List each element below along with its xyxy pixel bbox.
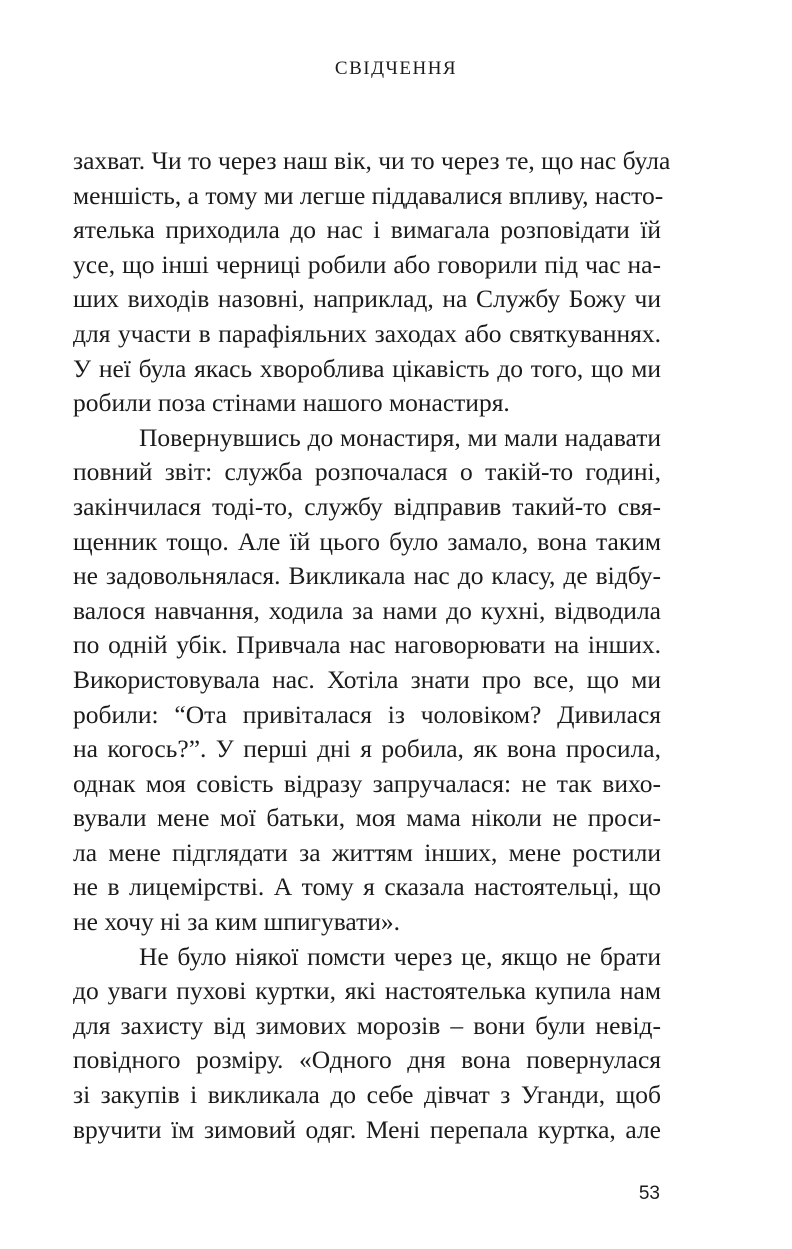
paragraph	[73, 940, 661, 1148]
paragraph	[73, 144, 671, 421]
text-line: щенник тощо. Але їй цього було замало, вона таким	[73, 526, 661, 556]
text-line: на когось?”. У перші дні я робила, як вона просила,	[73, 734, 661, 764]
text-line: захват. Чи то через наш вік, чи то через те, що нас була	[73, 146, 671, 175]
text-line: не задовольнялася. Викликала нас до класу, де відбу-	[73, 561, 661, 591]
text-line: повідного розміру. «Одного дня вона повернулася	[73, 1045, 661, 1075]
text-line: по одній убік. Привчала нас наговорювати на інших.	[73, 630, 661, 660]
text-line: Використовувала нас. Хотіла знати про все, що ми	[73, 664, 661, 694]
text-line: ла мене підглядати за життям інших, мене ростили	[73, 837, 661, 867]
text-line: до уваги пухові куртки, які настоятелька купила нам	[73, 976, 661, 1006]
text-line: для захисту від зимових морозів – вони були невід-	[73, 1010, 661, 1040]
text-line: зі закупів і викликала до себе дівчат з Уганди, щоб	[73, 1080, 661, 1110]
text-line: Повернувшись до монастиря, ми мали надавати	[139, 422, 661, 452]
text-line: Не було ніякої помсти через це, якщо не брати	[139, 941, 661, 971]
running-title: СВІДЧЕННЯ	[334, 58, 458, 79]
text-line: для участи в парафіяльних заходах або святкуваннях.	[73, 318, 661, 348]
body-text	[73, 144, 671, 1147]
text-line: У неї була якась хвороблива цікавість до того, що ми	[73, 353, 661, 383]
text-line: робили: “Ота привіталася із чоловіком? Дивилася	[73, 699, 661, 729]
text-line: ших виходів назовні, наприклад, на Службу Божу чи	[73, 284, 661, 314]
text-line: не в лицемірстві. А тому я сказала настоятельці, що	[73, 872, 661, 902]
text-line: ятелька приходила до нас і вимагала розповідати їй	[73, 215, 661, 245]
text-line: робили поза стінами нашого монастиря.	[73, 388, 510, 418]
text-line: меншість, а тому ми легше піддавалися впливу, насто-	[73, 180, 664, 210]
text-line: повний звіт: служба розпочалася о такій-то годині,	[73, 457, 661, 487]
text-line: валося навчання, ходила за нами до кухні, відводила	[73, 595, 661, 625]
text-line: усе, що інші черниці робили або говорили під час на-	[73, 249, 661, 279]
text-line: однак моя совість відразу запручалася: не так вихо-	[73, 768, 661, 798]
text-line: вували мене мої батьки, моя мама ніколи не проси-	[73, 803, 661, 833]
text-line: вручити їм зимовий одяг. Мені перепала куртка, але	[73, 1114, 661, 1144]
text-line: не хочу ні за ким шпигувати».	[73, 907, 400, 937]
paragraph	[73, 421, 661, 940]
page-number: 53	[638, 1183, 660, 1204]
text-line: закінчилася тоді-то, службу відправив такий-то свя-	[73, 491, 661, 521]
